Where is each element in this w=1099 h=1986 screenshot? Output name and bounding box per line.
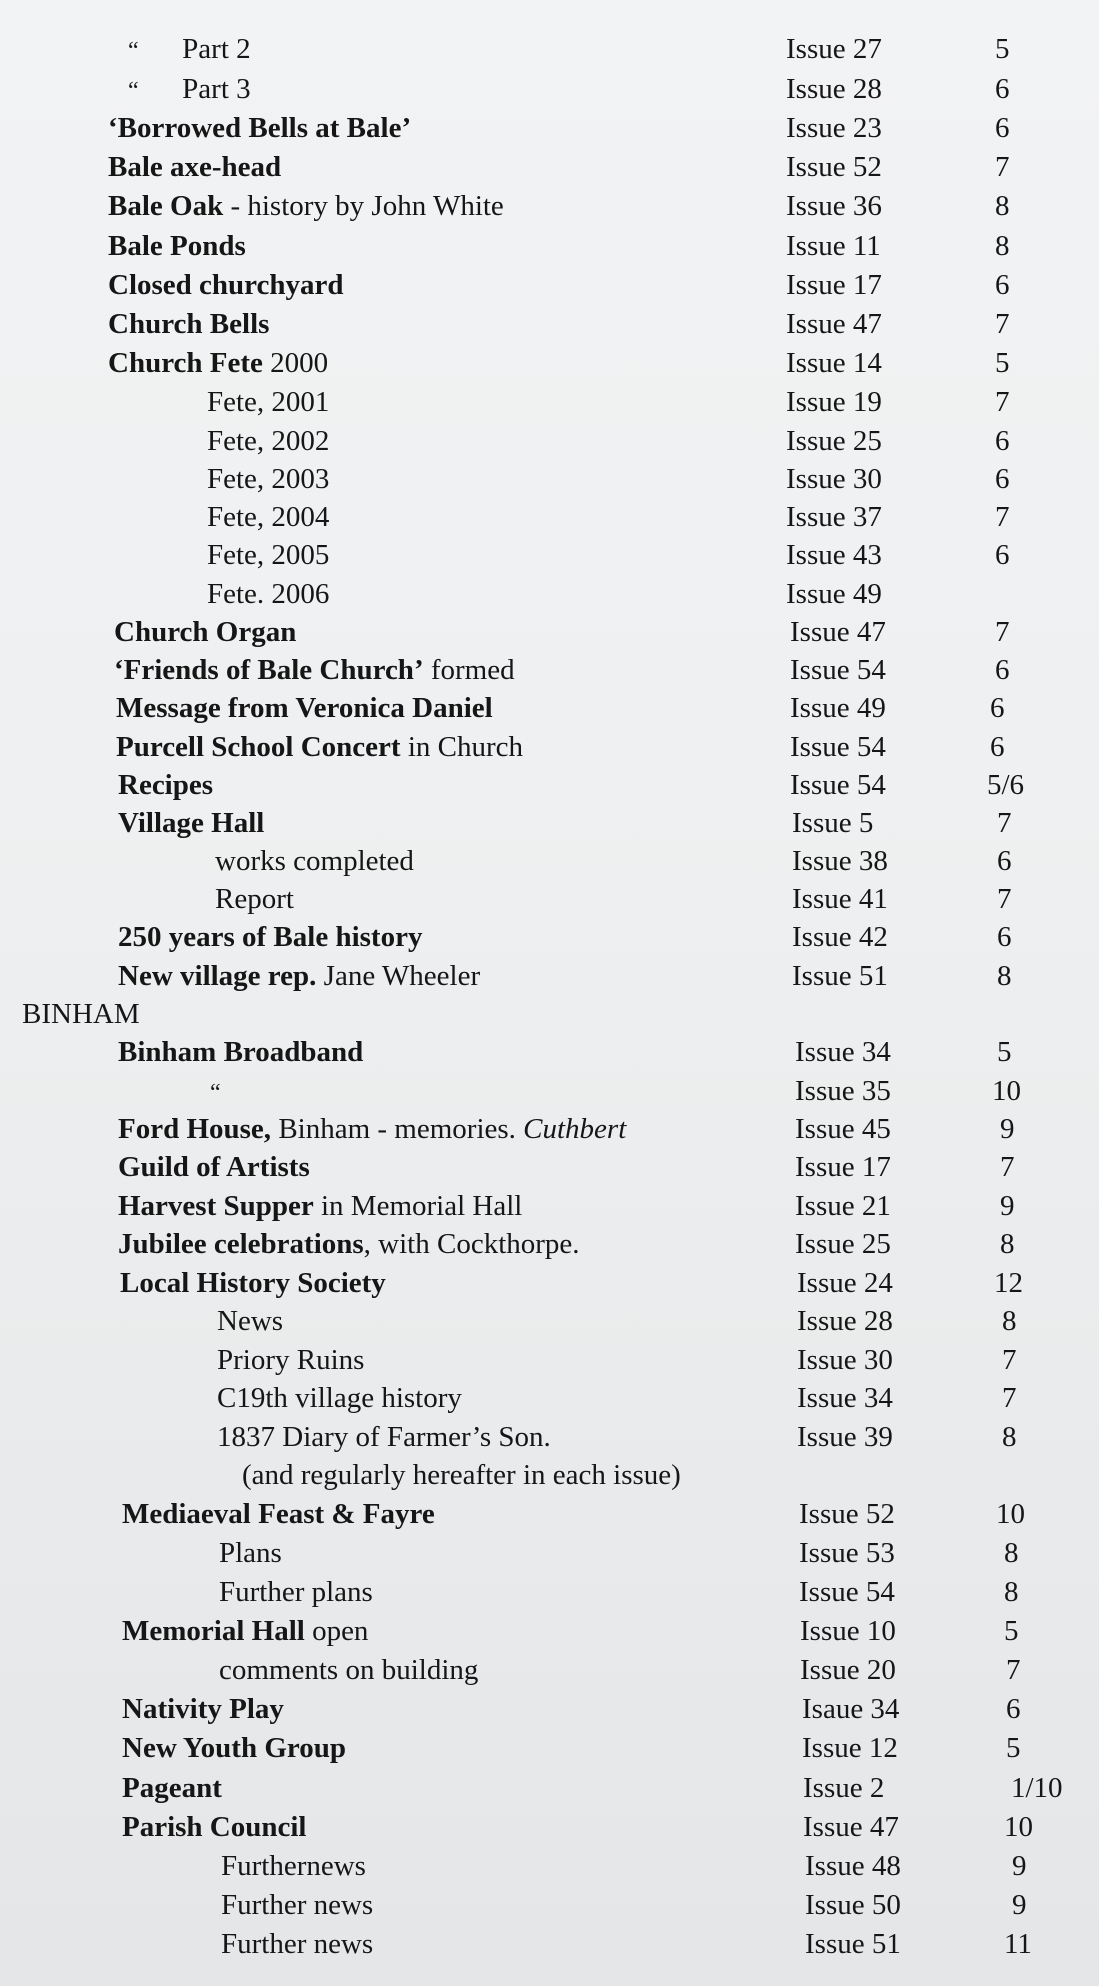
entry-title: [108, 148, 281, 186]
index-row: [0, 109, 1099, 147]
entry-title-segment: , with Cockthorpe.: [363, 1228, 580, 1260]
entry-title: [221, 1847, 366, 1885]
entry-page: 10: [1004, 1811, 1033, 1843]
entry-title-segment: ‘Friends of Bale Church’: [114, 654, 424, 686]
entry-issue: Issue 39: [797, 1421, 893, 1453]
entry-title-segment: in Memorial Hall: [313, 1190, 523, 1222]
index-row: [0, 1612, 1099, 1650]
entry-title-segment: Church Bells: [108, 308, 270, 340]
entry-page: 6: [990, 692, 1005, 724]
entry-title-segment: Church Fete: [108, 347, 263, 379]
entry-title-segment: Part 3: [138, 73, 251, 105]
index-row: [0, 1886, 1099, 1924]
entry-page: 1/10: [1011, 1772, 1063, 1804]
entry-issue: Issue 19: [786, 386, 882, 418]
entry-title-segment: Church Organ: [114, 616, 297, 648]
entry-page: 8: [1000, 1228, 1015, 1260]
entry-issue: Issue 42: [792, 921, 888, 953]
entry-page: 9: [1012, 1889, 1027, 1921]
index-row: [0, 460, 1099, 498]
entry-page: 6: [997, 845, 1012, 877]
entry-title-segment: News: [217, 1305, 284, 1337]
entry-title-segment: Priory Ruins: [217, 1344, 365, 1376]
entry-issue: Issue 12: [802, 1732, 898, 1764]
entry-issue: Issue 43: [786, 539, 882, 571]
entry-title-segment: Fete, 2002: [207, 425, 330, 457]
index-row: [0, 1690, 1099, 1728]
entry-title: [207, 536, 329, 574]
index-row: [0, 1110, 1099, 1148]
entry-title-segment: Part 2: [138, 33, 251, 65]
index-row: [0, 880, 1099, 918]
entry-title-segment: Binham Broadband: [118, 1036, 364, 1068]
index-row: [0, 1495, 1099, 1533]
entry-page: 6: [997, 921, 1012, 953]
entry-title-segment: “: [210, 1080, 221, 1106]
entry-page: 9: [1000, 1190, 1015, 1222]
entry-page: 6: [995, 269, 1010, 301]
entry-issue: Issue 54: [799, 1576, 895, 1608]
entry-page: 11: [1004, 1928, 1032, 1960]
entry-title: [118, 957, 480, 995]
entry-title-segment: Bale axe-head: [108, 151, 282, 183]
entry-title: [207, 575, 329, 613]
entry-title: [217, 1379, 462, 1417]
entry-title: [108, 305, 269, 343]
entry-page: 7: [995, 616, 1010, 648]
entry-title-segment: Closed churchyard: [108, 269, 344, 301]
entry-issue: Issue 10: [800, 1615, 896, 1647]
entry-title-segment: Further plans: [219, 1576, 373, 1608]
entry-issue: Issue 17: [786, 269, 882, 301]
entry-issue: Issue 17: [795, 1151, 891, 1183]
entry-page: 6: [995, 463, 1010, 495]
entry-page: 5: [995, 33, 1010, 65]
entry-title: [128, 30, 251, 70]
entry-title: [118, 766, 213, 804]
index-row: [0, 1264, 1099, 1302]
entry-page: 8: [1002, 1305, 1017, 1337]
entry-title: [118, 804, 264, 842]
entry-title-segment: Furthernews: [221, 1850, 366, 1882]
entry-page: 6: [1006, 1693, 1021, 1725]
index-row: [0, 187, 1099, 225]
index-row: [0, 1033, 1099, 1071]
entry-title-segment: ‘Borrowed Bells at Bale’: [108, 112, 412, 144]
entry-title: [118, 1033, 363, 1071]
index-row: [0, 383, 1099, 421]
entry-title: [221, 1925, 373, 1963]
entry-issue: Issue 54: [790, 654, 886, 686]
entry-issue: Issue 48: [805, 1850, 901, 1882]
index-row: [0, 1341, 1099, 1379]
entry-issue: Issue 54: [790, 731, 886, 763]
entry-title: [219, 1573, 373, 1611]
index-row: [0, 1225, 1099, 1263]
entry-title-segment: formed: [423, 654, 515, 686]
entry-title: [118, 918, 422, 956]
entry-title-segment: Guild of Artists: [118, 1151, 310, 1183]
entry-title-segment: Parish Council: [122, 1811, 307, 1843]
entry-issue: Issue 53: [799, 1537, 895, 1569]
entry-title: [122, 1808, 307, 1846]
entry-issue: Issue 30: [786, 463, 882, 495]
entry-page: 6: [995, 539, 1010, 571]
index-row: [0, 422, 1099, 460]
entry-title-segment: Village Hall: [118, 807, 265, 839]
entry-title: [118, 1148, 310, 1186]
entry-title-segment: New village rep.: [118, 960, 317, 992]
entry-page: 7: [995, 151, 1010, 183]
index-row: [0, 1925, 1099, 1963]
entry-title-segment: Purcell School Concert: [116, 731, 401, 763]
entry-issue: Issue 37: [786, 501, 882, 533]
entry-title-segment: - history by John White: [223, 190, 504, 222]
index-row: [0, 536, 1099, 574]
entry-page: 7: [997, 883, 1012, 915]
index-row: [0, 651, 1099, 689]
entry-title: [108, 266, 344, 304]
entry-title-segment: Cuthbert: [523, 1113, 627, 1145]
entry-title-segment: Local History Society: [120, 1267, 386, 1299]
entry-title: [207, 460, 329, 498]
entry-page: 7: [997, 807, 1012, 839]
entry-title-segment: Binham - memories.: [271, 1113, 524, 1145]
entry-title: [122, 1495, 435, 1533]
entry-title-segment: 250 years of Bale history: [118, 921, 423, 953]
entry-title: [219, 1651, 478, 1689]
index-row: [0, 148, 1099, 186]
entry-page: 6: [990, 731, 1005, 763]
entry-title-segment: Plans: [219, 1537, 282, 1569]
index-row: [0, 728, 1099, 766]
entry-page: 7: [995, 308, 1010, 340]
entry-title-segment: BINHAM: [22, 998, 140, 1030]
entry-page: 5: [997, 1036, 1012, 1068]
index-row: [0, 1072, 1099, 1110]
entry-page: 6: [995, 73, 1010, 105]
entry-title-segment: Further news: [221, 1889, 374, 1921]
entry-title-segment: Pageant: [122, 1772, 222, 1804]
entry-issue: Issue 11: [786, 230, 881, 262]
entry-title-segment: Report: [215, 883, 294, 915]
entry-issue: Issue 34: [795, 1036, 891, 1068]
entry-title: [242, 1456, 681, 1494]
entry-title-segment: Jane Wheeler: [316, 960, 481, 992]
entry-title-segment: Fete, 2001: [207, 386, 330, 418]
entry-page: 8: [995, 230, 1010, 262]
entry-issue: Issue 23: [786, 112, 882, 144]
entry-issue: Issue 20: [800, 1654, 896, 1686]
entry-title: [207, 498, 329, 536]
index-row: [0, 613, 1099, 651]
entry-title-segment: Fete. 2006: [207, 578, 330, 610]
entry-issue: Issue 47: [790, 616, 886, 648]
entry-title: [215, 842, 414, 880]
index-row: [0, 1187, 1099, 1225]
entry-title-segment: Harvest Supper: [118, 1190, 314, 1222]
entry-page: 10: [992, 1075, 1021, 1107]
entry-title: [114, 651, 515, 689]
entry-page: 5: [1004, 1615, 1019, 1647]
entry-title-segment: Mediaeval Feast & Fayre: [122, 1498, 435, 1530]
entry-title-segment: Nativity Play: [122, 1693, 284, 1725]
index-row: [0, 1456, 1099, 1494]
entry-issue: Issue 25: [795, 1228, 891, 1260]
entry-title: [217, 1341, 364, 1379]
entry-title-segment: comments on building: [219, 1654, 479, 1686]
entry-title: [118, 1110, 626, 1148]
entry-issue: Issue 27: [786, 33, 882, 65]
index-row: [0, 1769, 1099, 1807]
index-row: [0, 1651, 1099, 1689]
entry-issue: Issue 36: [786, 190, 882, 222]
entry-title: [108, 344, 328, 382]
entry-title-segment: Memorial Hall: [122, 1615, 305, 1647]
entry-issue: Issue 14: [786, 347, 882, 379]
entry-title: [116, 689, 493, 727]
entry-title: [122, 1769, 222, 1807]
entry-title: [118, 1225, 580, 1263]
entry-issue: Issue 5: [792, 807, 874, 839]
entry-title-segment: “: [128, 38, 139, 64]
entry-page: 7: [1000, 1151, 1015, 1183]
index-row: [0, 995, 1099, 1033]
entry-page: 7: [995, 386, 1010, 418]
entry-issue: Issue 52: [786, 151, 882, 183]
index-row: [0, 1847, 1099, 1885]
entry-page: 12: [994, 1267, 1023, 1299]
entry-page: 9: [1012, 1850, 1027, 1882]
entry-page: 8: [1004, 1576, 1019, 1608]
entry-title-segment: Fete, 2005: [207, 539, 330, 571]
entry-title-segment: Jubilee celebrations: [118, 1228, 364, 1260]
entry-issue: Issue 45: [795, 1113, 891, 1145]
index-row: [0, 1534, 1099, 1572]
entry-page: 10: [996, 1498, 1025, 1530]
index-row: [0, 30, 1099, 68]
entry-title: [217, 1302, 283, 1340]
entry-title: [108, 109, 411, 147]
entry-issue: Issue 41: [792, 883, 888, 915]
entry-title: [22, 995, 140, 1033]
entry-title: [210, 1072, 221, 1112]
entry-issue: Issue 49: [790, 692, 886, 724]
entry-issue: Issue 2: [803, 1772, 885, 1804]
entry-issue: Isaue 34: [802, 1693, 900, 1725]
entry-page: 6: [995, 654, 1010, 686]
entry-page: 8: [997, 960, 1012, 992]
index-row: [0, 918, 1099, 956]
index-row: [0, 1808, 1099, 1846]
index-row: [0, 804, 1099, 842]
entry-title: [118, 1187, 522, 1225]
entry-title: [217, 1418, 551, 1456]
index-row: [0, 1148, 1099, 1186]
entry-page: 8: [995, 190, 1010, 222]
entry-page: 7: [1006, 1654, 1021, 1686]
entry-issue: Issue 28: [786, 73, 882, 105]
entry-title-segment: (and regularly hereafter in each issue): [242, 1459, 681, 1491]
index-row: [0, 1573, 1099, 1611]
index-row: [0, 227, 1099, 265]
entry-issue: Issue 25: [786, 425, 882, 457]
entry-title: [108, 227, 246, 265]
entry-title: [116, 728, 523, 766]
entry-issue: Issue 28: [797, 1305, 893, 1337]
index-row: [0, 305, 1099, 343]
entry-title: [221, 1886, 373, 1924]
entry-title: [122, 1612, 368, 1650]
entry-page: 7: [995, 501, 1010, 533]
entry-title-segment: Fete, 2003: [207, 463, 330, 495]
entry-issue: Issue 21: [795, 1190, 891, 1222]
entry-issue: Issue 30: [797, 1344, 893, 1376]
entry-page: 5/6: [987, 769, 1025, 801]
entry-issue: Issue 50: [805, 1889, 901, 1921]
entry-title: [128, 70, 251, 110]
entry-page: 8: [1002, 1421, 1017, 1453]
entry-issue: Issue 52: [799, 1498, 895, 1530]
entry-issue: Issue 24: [797, 1267, 893, 1299]
entry-issue: Issue 34: [797, 1382, 893, 1414]
index-row: [0, 1302, 1099, 1340]
entry-title: [219, 1534, 282, 1572]
entry-title: [207, 383, 329, 421]
entry-title: [120, 1264, 386, 1302]
entry-title-segment: 1837 Diary of Farmer’s Son.: [217, 1421, 551, 1453]
entry-page: 8: [1004, 1537, 1019, 1569]
entry-title-segment: Ford House,: [118, 1113, 272, 1145]
index-row: [0, 344, 1099, 382]
entry-title-segment: New Youth Group: [122, 1732, 346, 1764]
entry-title: [108, 187, 504, 225]
index-row: [0, 266, 1099, 304]
entry-page: 5: [995, 347, 1010, 379]
entry-page: 5: [1006, 1732, 1021, 1764]
entry-title: [122, 1690, 284, 1728]
entry-title: [207, 422, 329, 460]
entry-issue: Issue 54: [790, 769, 886, 801]
index-row: [0, 1418, 1099, 1456]
entry-issue: Issue 49: [786, 578, 882, 610]
entry-title-segment: C19th village history: [217, 1382, 462, 1414]
entry-title-segment: “: [128, 78, 139, 104]
index-row: [0, 689, 1099, 727]
entry-page: 7: [1002, 1382, 1017, 1414]
entry-title-segment: Bale Oak: [108, 190, 224, 222]
entry-issue: Issue 51: [805, 1928, 901, 1960]
entry-title-segment: Further news: [221, 1928, 374, 1960]
entry-title-segment: Recipes: [118, 769, 214, 801]
entry-page: 7: [1002, 1344, 1017, 1376]
index-row: [0, 1379, 1099, 1417]
entry-title-segment: in Church: [400, 731, 524, 763]
index-row: [0, 498, 1099, 536]
entry-issue: Issue 47: [786, 308, 882, 340]
index-row: [0, 842, 1099, 880]
entry-title: [114, 613, 296, 651]
entry-page: 6: [995, 112, 1010, 144]
entry-issue: Issue 38: [792, 845, 888, 877]
index-row: [0, 575, 1099, 613]
entry-title-segment: Message from Veronica Daniel: [116, 692, 493, 724]
index-row: [0, 766, 1099, 804]
entry-title-segment: open: [304, 1615, 369, 1647]
entry-title-segment: works completed: [215, 845, 414, 877]
index-row: [0, 1729, 1099, 1767]
entry-title: [215, 880, 294, 918]
entry-title-segment: Fete, 2004: [207, 501, 330, 533]
entry-title: [122, 1729, 346, 1767]
index-row: [0, 957, 1099, 995]
entry-page: 9: [1000, 1113, 1015, 1145]
entry-issue: Issue 51: [792, 960, 888, 992]
index-row: [0, 70, 1099, 108]
entry-title-segment: Bale Ponds: [108, 230, 246, 262]
entry-title-segment: 2000: [262, 347, 329, 379]
entry-page: 6: [995, 425, 1010, 457]
entry-issue: Issue 47: [803, 1811, 899, 1843]
entry-issue: Issue 35: [795, 1075, 891, 1107]
